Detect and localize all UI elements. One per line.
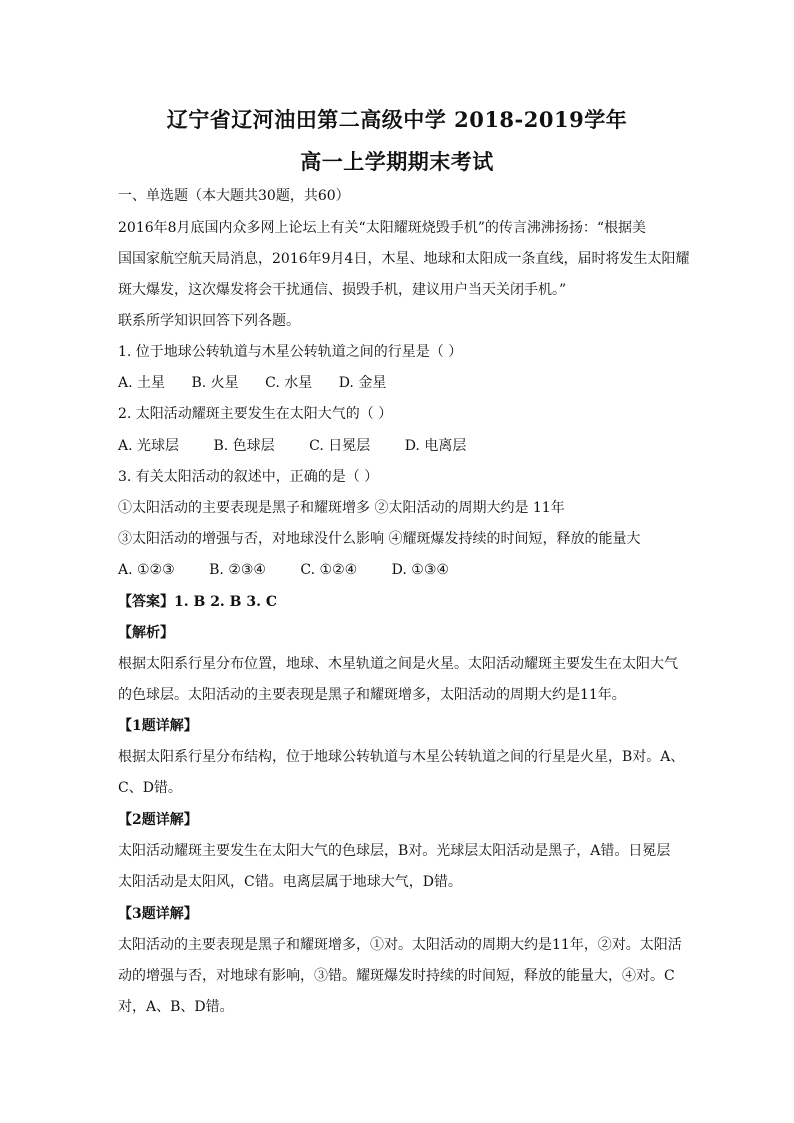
question-1-stem: 1. 位于地球公转轨道与木星公转轨道之间的行星是（ ）: [118, 344, 463, 360]
detail-line: 对，A、B、D错。: [118, 999, 234, 1015]
option-c: C. 水星: [265, 375, 313, 391]
option-a: A. 光球层: [118, 438, 180, 454]
option-a: A. 土星: [118, 375, 166, 391]
detail-2-heading: 【2题详解】: [118, 812, 198, 828]
section-heading: 一、单选题（本大题共30题，共60）: [118, 188, 350, 204]
detail-line: 太阳活动是太阳风，C错。电离层属于地球大气，D错。: [118, 874, 462, 890]
question-1-options: [118, 373, 688, 393]
option-b: B. 火星: [191, 375, 239, 391]
detail-line: 太阳活动耀斑主要发生在太阳大气的色球层，B对。光球层太阳活动是黑子，A错。日冕层: [118, 843, 671, 859]
option-d: D. ①③④: [391, 562, 449, 578]
passage-line: 斑大爆发，这次爆发将会干扰通信、损毁手机，建议用户当天关闭手机。”: [118, 282, 567, 298]
detail-line: 太阳活动的主要表现是黑子和耀斑增多，①对。太阳活动的周期大约是11年，②对。太阳活: [118, 937, 682, 953]
option-d: D. 电离层: [404, 438, 467, 454]
question-3-stem: 3. 有关太阳活动的叙述中，正确的是（ ）: [118, 469, 379, 485]
passage-line: 国国家航空航天局消息，2016年9月4日，木星、地球和太阳成一条直线，届时将发生太阳耀: [118, 251, 690, 267]
question-3-options: [118, 560, 688, 580]
detail-line: 动的增强与否，对地球有影响，③错。耀斑爆发时持续的时间短，释放的能量大，④对。C: [118, 968, 675, 984]
detail-line: 根据太阳系行星分布结构，位于地球公转轨道与木星公转轨道之间的行星是火星，B对。A、: [118, 749, 685, 765]
option-a: A. ①②③: [118, 562, 175, 578]
analysis-line: 根据太阳系行星分布位置，地球、木星轨道之间是火星。太阳活动耀斑主要发生在太阳大气: [118, 656, 678, 672]
option-c: C. ①②④: [300, 562, 358, 578]
option-c: C. 日冕层: [309, 438, 371, 454]
detail-line: C、D错。: [118, 780, 182, 796]
exam-title-line1: 辽宁省辽河油田第二高级中学 2018-2019学年: [166, 107, 628, 132]
question-2-stem: 2. 太阳活动耀斑主要发生在太阳大气的（ ）: [118, 406, 393, 422]
question-3-statement: ③太阳活动的增强与否，对地球没什么影响 ④耀斑爆发持续的时间短，释放的能量大: [118, 531, 641, 547]
analysis-heading: 【解析】: [118, 625, 174, 641]
option-b: B. ②③④: [209, 562, 266, 578]
question-2-options: [118, 436, 688, 456]
answer-key: 【答案】1. B 2. B 3. C: [118, 594, 278, 610]
option-d: D. 金星: [338, 375, 387, 391]
passage-line: 联系所学知识回答下列各题。: [118, 313, 300, 329]
option-b: B. 色球层: [213, 438, 275, 454]
analysis-line: 的色球层。太阳活动的主要表现是黑子和耀斑增多，太阳活动的周期大约是11年。: [118, 687, 626, 703]
detail-1-heading: 【1题详解】: [118, 718, 198, 734]
exam-title-line2: 高一上学期期末考试: [300, 149, 494, 174]
passage-line: 2016年8月底国内众多网上论坛上有关“太阳耀斑烧毁手机”的传言沸沸扬扬：“根据美: [118, 220, 647, 236]
detail-3-heading: 【3题详解】: [118, 906, 198, 922]
question-3-statement: ①太阳活动的主要表现是黑子和耀斑增多 ②太阳活动的周期大约是 11年: [118, 500, 565, 516]
